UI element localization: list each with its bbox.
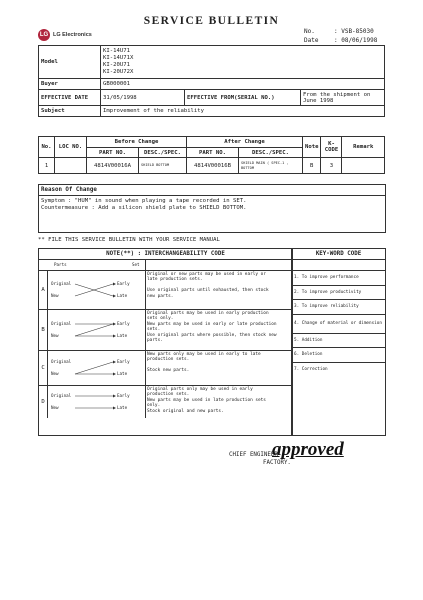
model-label: Model [39,46,101,79]
description-line: Original parts may be used in early production [147,311,269,316]
interchange-diagram [47,310,146,350]
row-note: B [303,158,321,174]
interchange-description [147,311,290,343]
interchange-diagram [47,351,146,385]
early-label: Early [117,359,130,364]
interchange-arrows-icon [47,271,145,309]
brand-name: LG Electronics [53,32,92,38]
early-label: Early [117,393,130,398]
description-line: sets. [147,327,161,333]
date-value: : 08/06/1998 [334,37,378,44]
keyword-item: 7. Correction [294,367,328,373]
description-line: Use original parts until exhausted, then stock [147,288,269,294]
chief-engineer-label: CHIEF ENGINEER , [229,452,285,458]
description-line: sets only. [147,316,174,322]
effective-date-value: 31/05/1998 [101,90,185,106]
col-remark-header: Remark [342,137,385,158]
reason-box [38,184,386,233]
original-label: Original [51,321,72,326]
before-change-header: Before Change [87,137,187,148]
reason-countermeasure: Countermeasure : Add a silicon shield plate to SHIELD BOTTOM. [41,205,247,211]
keyword-item: 4. Change of material or dimension [292,315,385,334]
model-item: KI-20U72X [103,69,134,75]
row-after-desc: SHIELD MAIN ( SPEC-1 , BOTTOM [239,158,303,174]
col-loc-header: LOC NO. [55,137,87,158]
interchange-row [39,271,292,310]
after-desc-header: DESC./SPEC. [239,148,303,158]
col-kcode-header: K-CODE [321,137,342,158]
new-label: New [51,405,59,410]
effective-from-value: From the shipment on June 1998 [301,90,385,106]
row-kcode: 3 [321,158,342,174]
description-line: Stock original and new parts. [147,408,224,414]
interchange-code: B [39,310,48,350]
late-label: Late [117,333,128,338]
brand-logo [38,29,92,41]
interchange-title: NOTE(**) : INTERCHANGEABILITY CODE [39,249,292,260]
new-label: New [51,293,59,298]
no-value: : VSB-85030 [334,28,374,35]
file-note: ** FILE THIS SERVICE BULLETIN WITH YOUR SERVICE MANUAL [38,237,220,243]
interchange-row [39,386,292,418]
row-remark [342,158,385,174]
row-no: 1 [39,158,55,174]
interchange-row [39,351,292,386]
original-label: Original [51,393,72,398]
row-before-part: 4814V00016A [87,158,139,174]
keyword-title: KEY-WORD CODE [292,249,385,260]
reason-title: Reason Of Change [39,185,385,196]
original-label: Original [51,281,72,286]
before-part-header: PART NO. [87,148,139,158]
reason-symptom: Symptom : "HUM" in sound when playing a tape recorded in SET. [41,198,247,204]
no-label: No. [304,28,315,35]
interchange-box [38,248,293,436]
row-before-desc: SHIELD BOTTOM [139,158,187,174]
interchange-code: D [39,386,48,418]
description-line: Use original parts where possible, then stock new [147,332,277,338]
late-label: Late [117,293,128,298]
description-line: only. [147,403,161,409]
keyword-item: 6. Deletion [292,348,385,363]
interchange-diagram [47,386,146,418]
model-item: KI-14U71 [103,48,130,54]
interchange-arrows-icon [47,386,145,418]
interchange-description [147,352,290,374]
description-line: new parts. [147,293,174,299]
col-no-header: No. [39,137,55,158]
new-label: New [51,371,59,376]
before-desc-header: DESC./SPEC. [139,148,187,158]
late-label: Late [117,405,128,410]
after-change-header: After Change [187,137,303,148]
effective-date-label: EFFECTIVE DATE [39,90,101,106]
row-loc [55,158,87,174]
table-row [39,158,385,174]
interchange-diagram [47,271,146,309]
col-set-label: Set [132,262,140,267]
effective-from-label: EFFECTIVE FROM(SERIAL NO.) [185,90,301,106]
subject-value: Improvement of the reliability [101,106,385,117]
description-line: production sets. [147,392,190,398]
row-after-part: 4814V00016B [187,158,239,174]
factory-label: FACTORY. [263,460,291,466]
bulletin-title: SERVICE BULLETIN [143,15,280,27]
description-line: production sets. [147,357,190,363]
buyer-value: GB000001 [101,79,385,90]
change-table [38,136,385,174]
new-label: New [51,333,59,338]
keyword-item: 3. To improve reliability [292,300,385,315]
model-item: KI-14U71X [103,55,134,61]
model-list [101,46,385,79]
interchange-description [147,272,290,299]
interchange-description [147,387,290,414]
keyword-item: 2. To improve productivity [292,286,385,301]
early-label: Early [117,321,130,326]
model-item: KI-20U71 [103,62,130,68]
col-parts-label: Parts [54,262,67,267]
buyer-label: Buyer [39,79,101,90]
keyword-item: 1. To improve performance [292,271,385,286]
after-part-header: PART NO. [187,148,239,158]
description-line: Original or new parts may be used in early or [147,272,266,277]
col-note-header: Note [303,137,321,158]
bulletin-meta [304,27,377,45]
interchange-arrows-icon [47,310,145,350]
description-line: New parts only may be used in early to late [147,352,261,357]
approval-signature: approved [272,439,344,460]
interchange-row [39,310,292,351]
description-line: Original parts only may be used in early [147,387,253,392]
interchange-arrows-icon [47,351,145,385]
interchange-code: A [39,271,48,309]
description-line: parts. [147,337,163,343]
lg-logo-icon: LG [38,29,50,41]
description-line: late production sets. [147,277,203,283]
description-line: New parts may be used in late production sets [147,397,266,403]
description-line: Stock new parts. [147,368,190,374]
keyword-item: 5. Addition [292,334,385,349]
subject-label: Subject [39,106,101,117]
keyword-box [291,248,386,436]
original-label: Original [51,359,72,364]
date-label: Date [304,37,319,44]
early-label: Early [117,281,130,286]
description-line: New parts may be used in early or late production [147,321,277,327]
interchange-code: C [39,351,48,385]
info-table [38,45,385,117]
late-label: Late [117,371,128,376]
